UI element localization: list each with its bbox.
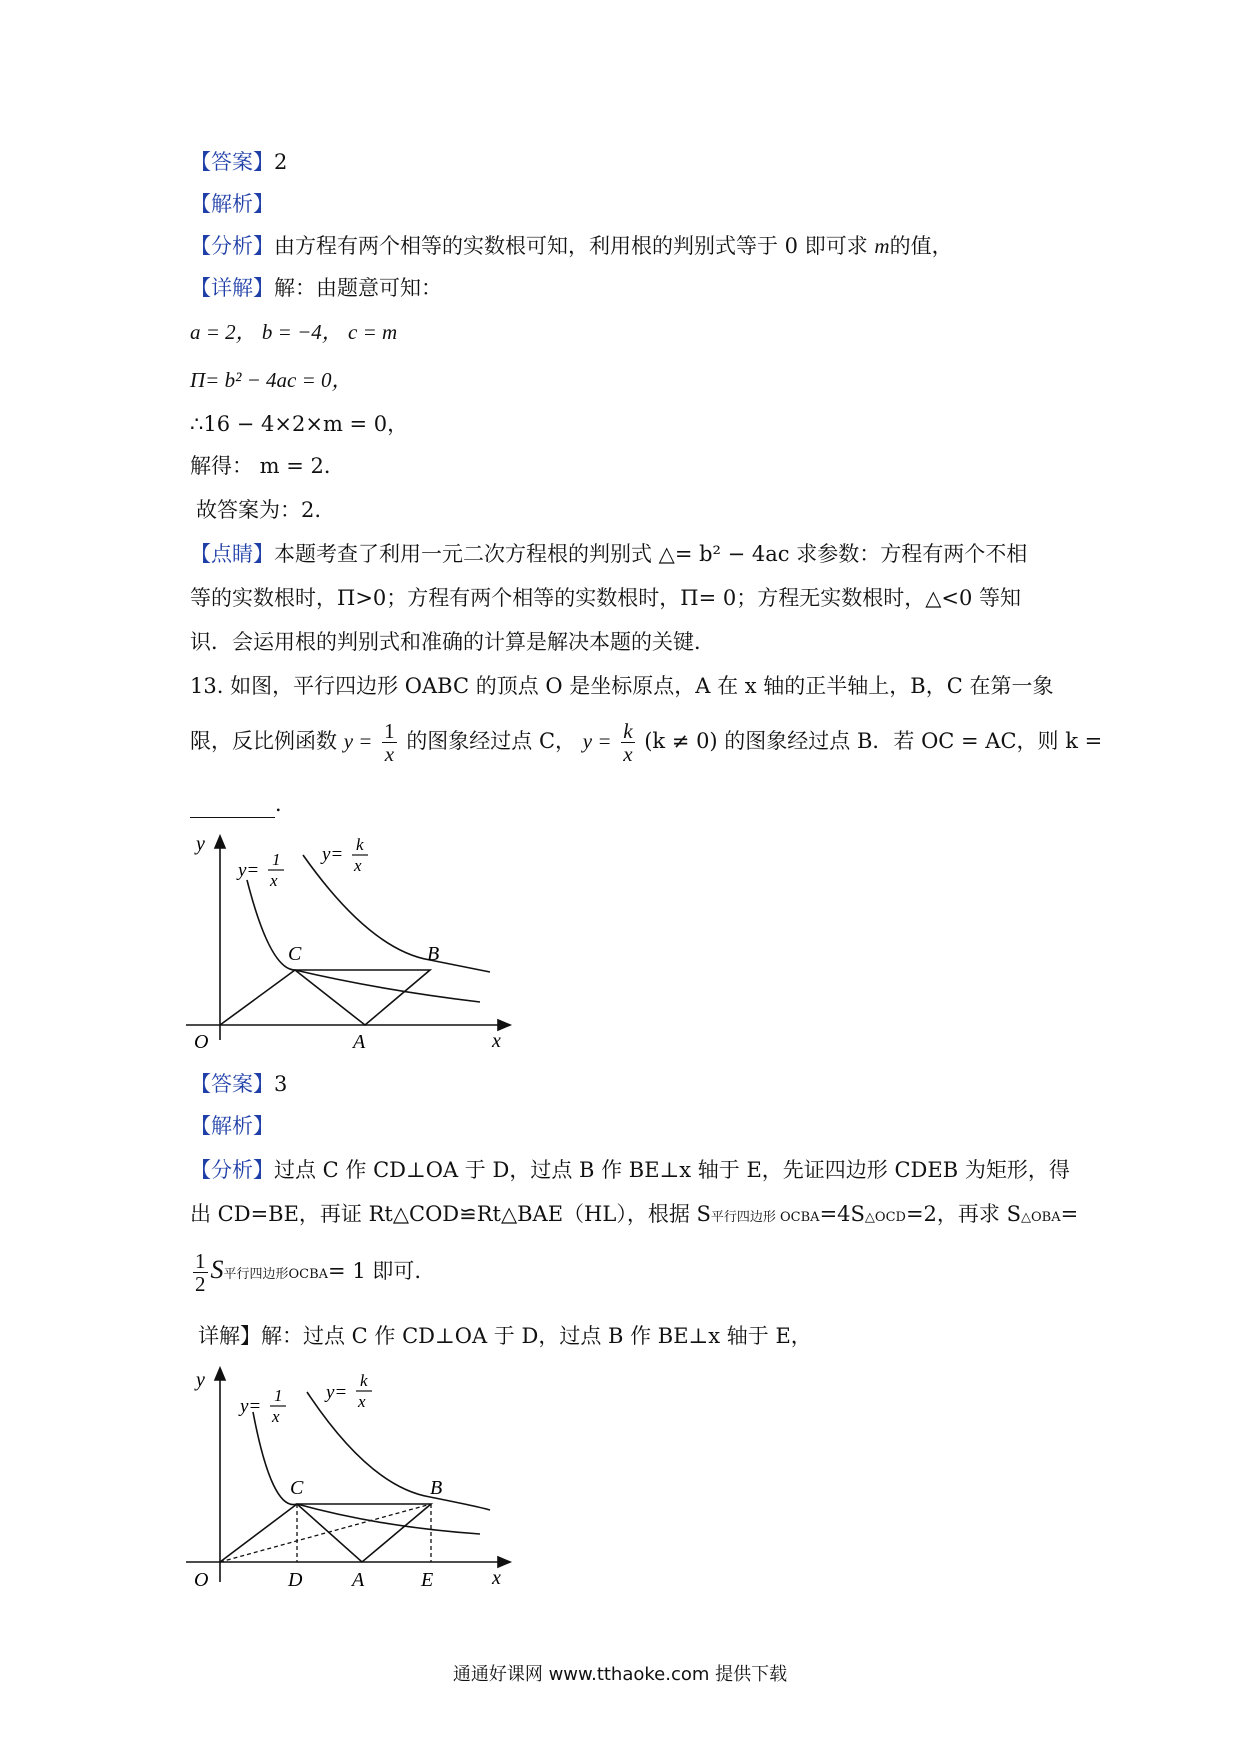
label-B: B [430, 1477, 443, 1499]
q12-step4: 解得： m = 2． [190, 454, 345, 478]
curve-1-over-x [247, 880, 480, 1002]
label-C: C [290, 1477, 304, 1499]
q13-fenxi-l1: 【分析】过点 C 作 CD⊥OA 于 D，过点 B 作 BE⊥x 轴于 E，先证四边形 CDEB 为矩形，得 [190, 1158, 1070, 1182]
footer-watermark: 通通好课网 www.tthaoke.com 提供下载 [452, 1664, 788, 1685]
x-axis-arrow [498, 1557, 510, 1567]
curve-2-label: y= [322, 844, 344, 865]
label-O: O [194, 1031, 209, 1053]
q13-xiangjie-l1: 详解】解：过点 C 作 CD⊥OA 于 D，过点 B 作 BE⊥x 轴于 E， [198, 1324, 812, 1348]
fraction-1-over-x: $\frac{1}{x}$ [384, 719, 395, 766]
fraction-one-half: $\frac{1}{2}$ [195, 1249, 206, 1296]
q12-dianjing: 【点睛】本题考查了利用一元二次方程根的判别式 △= b² − 4ac 求参数：方程有两个不相 [190, 542, 1028, 566]
label-C: C [288, 943, 302, 965]
label-B: B [427, 943, 440, 965]
curve-1-den: x [270, 871, 278, 890]
q13-stem-l1: 13. 如图，平行四边形 OABC 的顶点 O 是坐标原点，A 在 x 轴的正半轴上，B，C 在第一象 [190, 674, 1054, 698]
q13-fenxi-l2: 出 CD=BE，再证 Rt△COD≌Rt△BAE（HL），根据 S平行四边形 OCBA=4S△OCD=2，再求 S△OBA= [190, 1202, 1079, 1226]
q12-step2: Π= b² − 4ac = 0， [190, 368, 353, 392]
label-x: x [492, 1030, 501, 1052]
y-axis-arrow [215, 1368, 225, 1380]
parallelogram-OABC [220, 970, 430, 1025]
curve-1-num: 1 [274, 1386, 283, 1405]
curve-1-den: x [272, 1407, 280, 1426]
q12-fenxi: 【分析】由方程有两个相等的实数根可知，利用根的判别式等于 0 即可求 m的值， [190, 234, 953, 258]
label-A: A [352, 1569, 365, 1591]
curve-2-num: k [360, 1371, 368, 1390]
q12-dianjing-l3: 识．会运用根的判别式和准确的计算是解决本题的关键． [190, 630, 715, 654]
label-A: A [353, 1031, 366, 1053]
parallelogram-OABC [220, 1504, 431, 1562]
curve-2-den: x [358, 1392, 366, 1411]
curve-1-label: y= [238, 860, 260, 881]
q13-answer: 【答案】3 [190, 1072, 288, 1096]
label-D: D [288, 1569, 303, 1591]
label-E: E [421, 1569, 434, 1591]
q12-step3: ∴16 − 4×2×m = 0， [190, 412, 409, 436]
curve-1-over-x [253, 1412, 480, 1534]
q12-xiangjie: 【详解】解：由题意可知： [190, 276, 442, 300]
figure-2 [180, 1362, 520, 1598]
label-y: y [196, 833, 205, 855]
curve-1-num: 1 [272, 850, 281, 869]
curve-k-over-x [303, 855, 490, 972]
q12-step1: a = 2， b = −4， c = m [190, 320, 398, 344]
q13-fenxi-l3: $\frac{1}{2}$ S平行四边形OCBA= 1 即可. [195, 1249, 422, 1296]
segment-OB [220, 1504, 431, 1562]
y-axis-arrow [215, 836, 225, 848]
fraction-k-over-x: $\frac{k}{x}$ [623, 719, 633, 766]
label-y: y [196, 1369, 205, 1391]
label-O: O [194, 1569, 209, 1591]
q12-dianjing-l2: 等的实数根时，Π>0；方程有两个相等的实数根时，Π= 0；方程无实数根时，△<0 等知 [190, 586, 1021, 610]
q13-analysis-tag: 【解析】 [190, 1114, 274, 1138]
q12-analysis-tag: 【解析】 [190, 192, 274, 216]
q13-stem-l2: 限，反比例函数 y = $\frac{1}{x}$ 的图象经过点 C， y = $\frac{k}{x}$ (k ≠ 0) 的图象经过点 B．若 OC = AC，则 k = [190, 719, 1103, 766]
q12-answer: 【答案】2 [190, 150, 288, 174]
curve-2-label: y= [326, 1382, 348, 1403]
curve-k-over-x [307, 1392, 490, 1510]
figure-1 [180, 830, 520, 1060]
answer-blank[interactable] [190, 797, 275, 818]
q12-step5: 故答案为：2. [196, 498, 322, 522]
curve-2-num: k [356, 835, 364, 854]
x-axis-arrow [498, 1020, 510, 1030]
curve-2-den: x [354, 856, 362, 875]
label-x: x [492, 1567, 501, 1589]
q13-answer-blank: ． [190, 790, 296, 818]
curve-1-label: y= [240, 1396, 262, 1417]
